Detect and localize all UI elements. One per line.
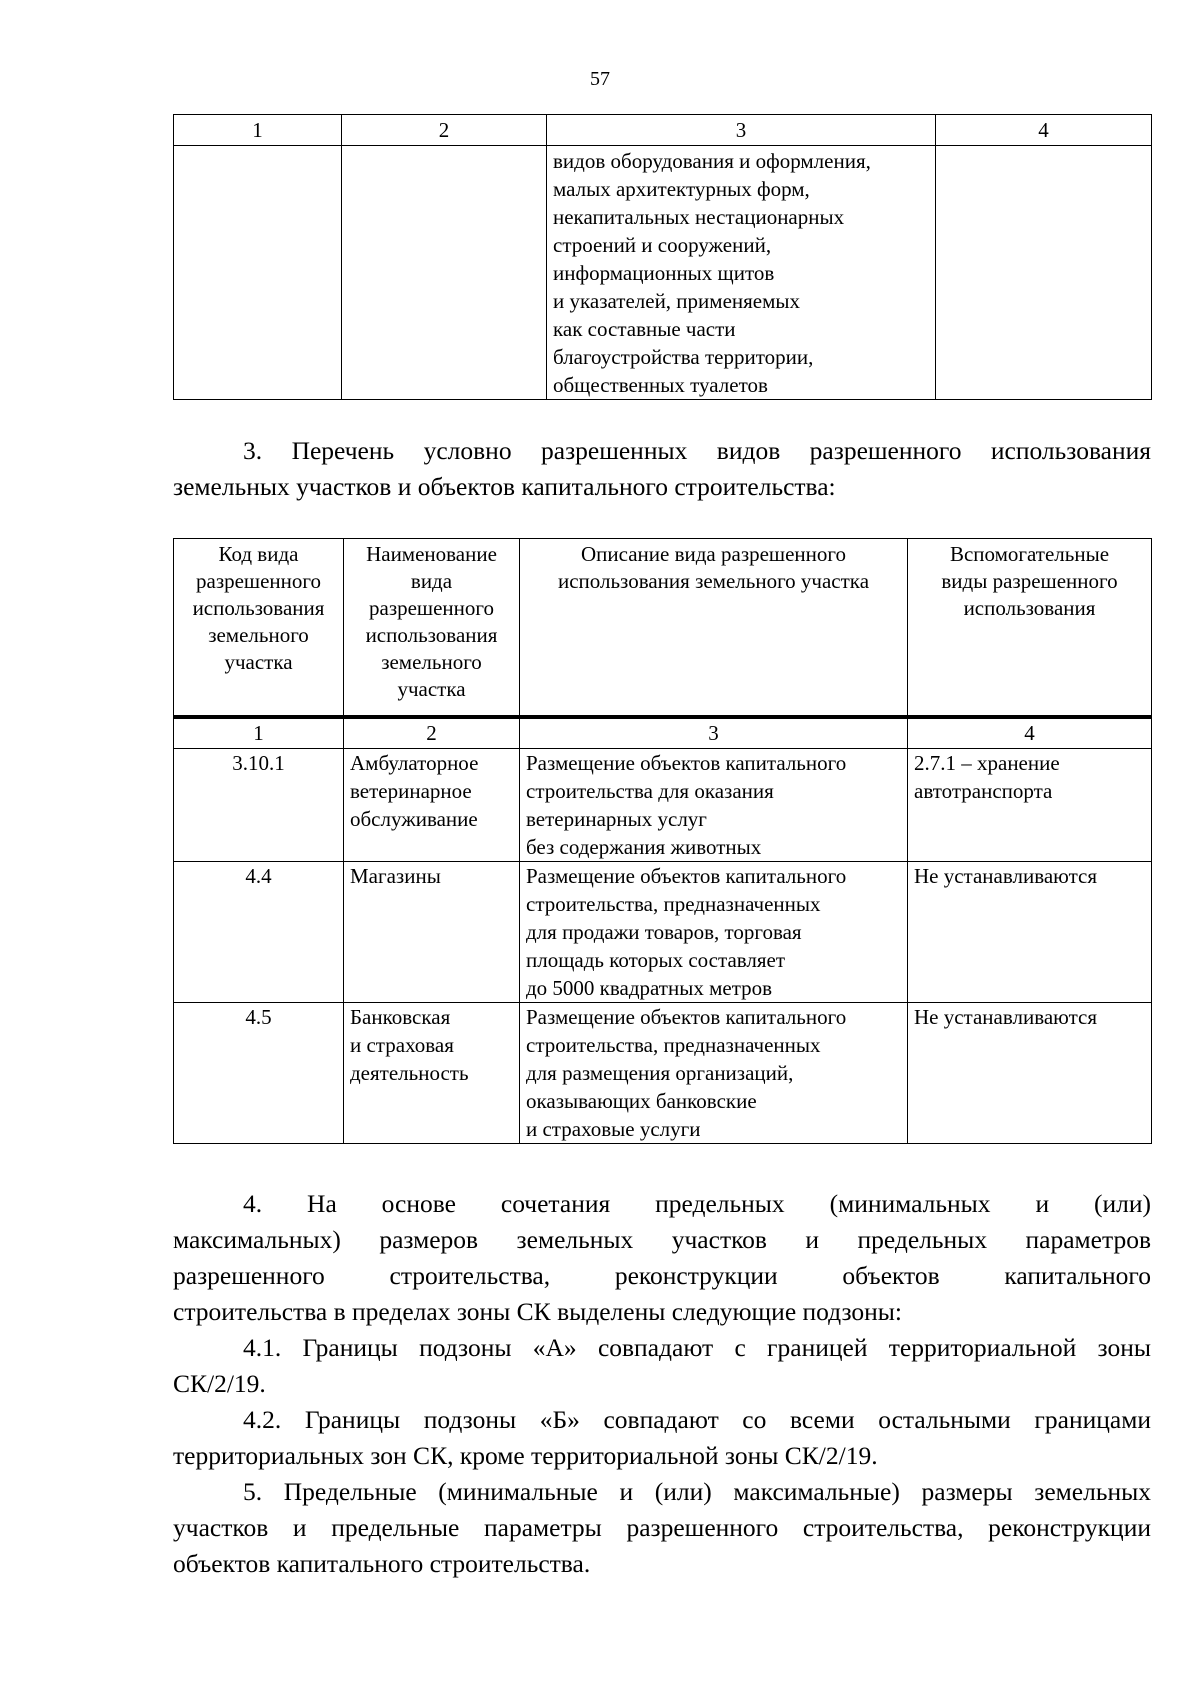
header-text-line: Вспомогательные [949, 542, 1110, 566]
table-row [174, 146, 1152, 400]
cell-text-line: строений и сооружений, [553, 233, 772, 257]
cell-name [344, 749, 520, 862]
cell-text-line: обслуживание [350, 807, 478, 831]
cell-text-line: оказывающих банковские [526, 1089, 757, 1113]
table-row [174, 1003, 1152, 1144]
header-text-line: Наименование [366, 542, 497, 566]
cell-text-line: и страховая [350, 1033, 454, 1057]
paragraph-text: 4. На основе сочетания предельных (минимальных и (или) [243, 1189, 1151, 1218]
paragraph-text: объектов капитального строительства. [173, 1549, 591, 1578]
section-5-paragraph [173, 1474, 1151, 1582]
cell-text-line: как составные части [553, 317, 736, 341]
header-text-line: Описание вида разрешенного [581, 542, 846, 566]
cell-code: 4.4 [174, 862, 344, 1003]
cell-name [344, 1003, 520, 1144]
cell-text-line: для размещения организаций, [526, 1061, 794, 1085]
paragraph-text: СК/2/19. [173, 1369, 266, 1398]
column-number: 1 [174, 115, 342, 146]
cell-text-line: Не устанавливаются [914, 864, 1098, 888]
header-text-line: разрешенного [369, 596, 494, 620]
conditional-uses-table [173, 538, 1152, 1144]
column-number: 2 [342, 115, 547, 146]
column-number: 3 [547, 115, 936, 146]
cell-description [520, 1003, 908, 1144]
paragraph-text: 3. Перечень условно разрешенных видов разрешенного использования [243, 436, 1151, 465]
cell-text-line: Банковская [350, 1005, 451, 1029]
cell-text-line: благоустройства территории, [553, 345, 814, 369]
header-text-line: вида [410, 569, 453, 593]
paragraph-text: 4.2. Границы подзоны «Б» совпадают со всеми остальными границами [243, 1405, 1151, 1434]
cell-text-line: строительства, предназначенных [526, 892, 821, 916]
column-number: 2 [344, 717, 520, 749]
cell-text-line: видов оборудования и оформления, [553, 149, 871, 173]
paragraph-text: территориальных зон СК, кроме территориальной зоны СК/2/19. [173, 1441, 878, 1470]
section-4-2-paragraph [173, 1402, 1151, 1474]
header-cell-description [520, 539, 908, 718]
cell-text-line: 2.7.1 – хранение [914, 751, 1060, 775]
header-text-line: разрешенного [196, 569, 321, 593]
header-text-line: использования [963, 596, 1096, 620]
cell-text-line: ветеринарное [350, 779, 472, 803]
cell-auxiliary [908, 749, 1152, 862]
cell-auxiliary [908, 862, 1152, 1003]
header-text-line: использования земельного участка [557, 569, 870, 593]
column-number: 3 [520, 717, 908, 749]
cell-text-line: Размещение объектов капитального [526, 751, 847, 775]
header-text-line: участка [397, 677, 466, 701]
cell-text-line: автотранспорта [914, 779, 1053, 803]
table-cell [547, 146, 936, 400]
paragraph-text: разрешенного строительства, реконструкции объектов капитального [173, 1261, 1151, 1290]
cell-text-line: и указателей, применяемых [553, 289, 801, 313]
cell-text-line: деятельность [350, 1061, 469, 1085]
table-row [174, 749, 1152, 862]
cell-description [520, 862, 908, 1003]
header-text-line: участка [224, 650, 293, 674]
table-number-row [174, 115, 1152, 146]
table-cell [342, 146, 547, 400]
cell-auxiliary [908, 1003, 1152, 1144]
table-cell [936, 146, 1152, 400]
page-number: 57 [590, 68, 610, 90]
column-number: 4 [908, 717, 1152, 749]
cell-text-line: строительства, предназначенных [526, 1033, 821, 1057]
header-text-line: Код вида [218, 542, 299, 566]
cell-text-line: без содержания животных [526, 835, 762, 859]
header-text-line: использования [192, 596, 325, 620]
column-number: 4 [936, 115, 1152, 146]
paragraph-text: 5. Предельные (минимальные и (или) максимальные) размеры земельных [243, 1477, 1151, 1506]
table-number-row [174, 717, 1152, 749]
header-text-line: земельного [381, 650, 482, 674]
section-4-paragraph [173, 1186, 1151, 1330]
cell-text-line: Амбулаторное [350, 751, 479, 775]
table-header-row [174, 539, 1152, 718]
header-text-line: использования [365, 623, 498, 647]
cell-description [520, 749, 908, 862]
cell-code: 3.10.1 [174, 749, 344, 862]
section-4-1-paragraph [173, 1330, 1151, 1402]
cell-text-line: Размещение объектов капитального [526, 864, 847, 888]
cell-text-line: Магазины [350, 864, 441, 888]
continued-table [173, 114, 1152, 400]
cell-text-line: Не устанавливаются [914, 1005, 1098, 1029]
cell-text-line: площадь которых составляет [526, 948, 786, 972]
cell-text-line: малых архитектурных форм, [553, 177, 810, 201]
paragraph-text: строительства в пределах зоны СК выделены следующие подзоны: [173, 1297, 902, 1326]
table-row [174, 862, 1152, 1003]
cell-text-line: и страховые услуги [526, 1117, 701, 1141]
header-cell-name [344, 539, 520, 718]
cell-text-line: общественных туалетов [553, 373, 768, 397]
cell-text-line: Размещение объектов капитального [526, 1005, 847, 1029]
header-text-line: земельного [208, 623, 309, 647]
cell-text-line: для продажи товаров, торговая [526, 920, 802, 944]
table-cell [174, 146, 342, 400]
header-cell-auxiliary [908, 539, 1152, 718]
header-cell-code [174, 539, 344, 718]
paragraph-text: земельных участков и объектов капитального строительства: [173, 472, 836, 501]
cell-text-line: некапитальных нестационарных [553, 205, 845, 229]
paragraph-text: участков и предельные параметры разрешенного строительства, реконструкции [173, 1513, 1151, 1542]
column-number: 1 [174, 717, 344, 749]
paragraph-text: максимальных) размеров земельных участков и предельных параметров [173, 1225, 1151, 1254]
cell-text-line: информационных щитов [553, 261, 775, 285]
section-3-paragraph [173, 433, 1151, 505]
cell-text-line: до 5000 квадратных метров [526, 976, 773, 1000]
cell-code: 4.5 [174, 1003, 344, 1144]
cell-name [344, 862, 520, 1003]
header-text-line: виды разрешенного [941, 569, 1118, 593]
cell-text-line: ветеринарных услуг [526, 807, 707, 831]
paragraph-text: 4.1. Границы подзоны «А» совпадают с границей территориальной зоны [243, 1333, 1151, 1362]
cell-text-line: строительства для оказания [526, 779, 774, 803]
